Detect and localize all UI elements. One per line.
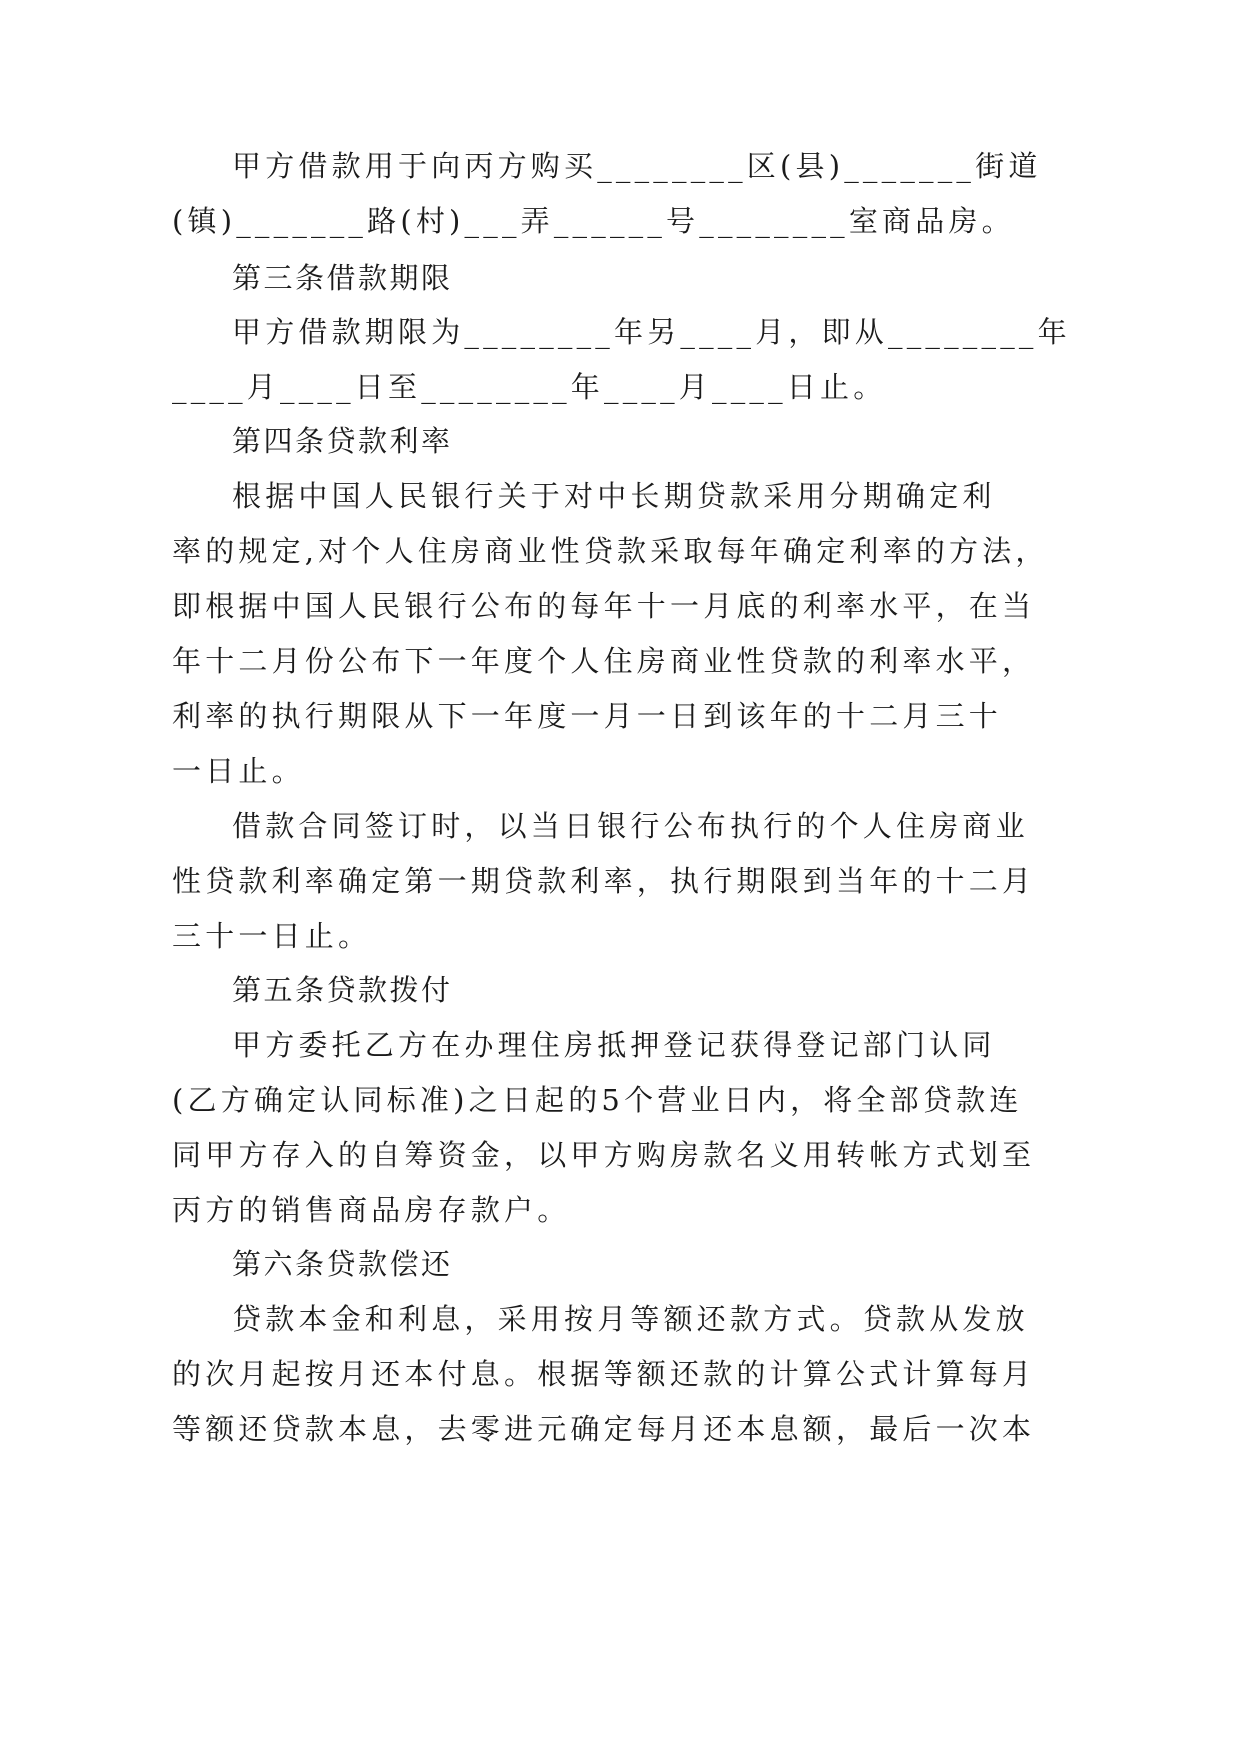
paragraph-line: (镇)_______路(村)___弄______号________室商品房。: [172, 204, 1015, 238]
paragraph-line: 甲方借款用于向丙方购买________区(县)_______街道: [232, 149, 1042, 183]
paragraph-line: 一日止。: [172, 754, 305, 788]
section-heading-loan-disbursement: 第五条贷款拨付: [232, 973, 453, 1007]
paragraph-line: 等额还贷款本息，去零进元确定每月还本息额，最后一次本: [172, 1412, 1036, 1446]
paragraph-line: 即根据中国人民银行公布的每年十一月底的利率水平，在当: [172, 589, 1036, 623]
paragraph-line: 的次月起按月还本付息。根据等额还款的计算公式计算每月: [172, 1357, 1036, 1391]
paragraph-line: 甲方借款期限为________年另____月，即从________年: [232, 315, 1071, 349]
paragraph-line: 三十一日止。: [172, 919, 372, 953]
paragraph-line: 率的规定,对个人住房商业性贷款采取每年确定利率的方法，: [172, 534, 1049, 568]
paragraph-line: 性贷款利率确定第一期贷款利率，执行期限到当年的十二月: [172, 864, 1036, 898]
section-heading-interest-rate: 第四条贷款利率: [232, 424, 453, 458]
paragraph-line: 根据中国人民银行关于对中长期贷款采用分期确定利: [232, 479, 996, 513]
paragraph-line: 同甲方存入的自筹资金，以甲方购房款名义用转帐方式划至: [172, 1138, 1036, 1172]
paragraph-line: 利率的执行期限从下一年度一月一日到该年的十二月三十: [172, 699, 1003, 733]
section-heading-loan-term: 第三条借款期限: [232, 261, 453, 295]
paragraph-line: 甲方委托乙方在办理住房抵押登记获得登记部门认同: [232, 1028, 996, 1062]
section-heading-loan-repayment: 第六条贷款偿还: [232, 1247, 453, 1281]
paragraph-line: 借款合同签订时，以当日银行公布执行的个人住房商业: [232, 809, 1029, 843]
paragraph-line: ____月____日至________年____月____日止。: [172, 370, 887, 404]
paragraph-line: (乙方确定认同标准)之日起的5个营业日内，将全部贷款连: [172, 1083, 1023, 1117]
paragraph-line: 丙方的销售商品房存款户。: [172, 1193, 571, 1227]
paragraph-line: 年十二月份公布下一年度个人住房商业性贷款的利率水平，: [172, 644, 1036, 678]
paragraph-line: 贷款本金和利息，采用按月等额还款方式。贷款从发放: [232, 1302, 1029, 1336]
